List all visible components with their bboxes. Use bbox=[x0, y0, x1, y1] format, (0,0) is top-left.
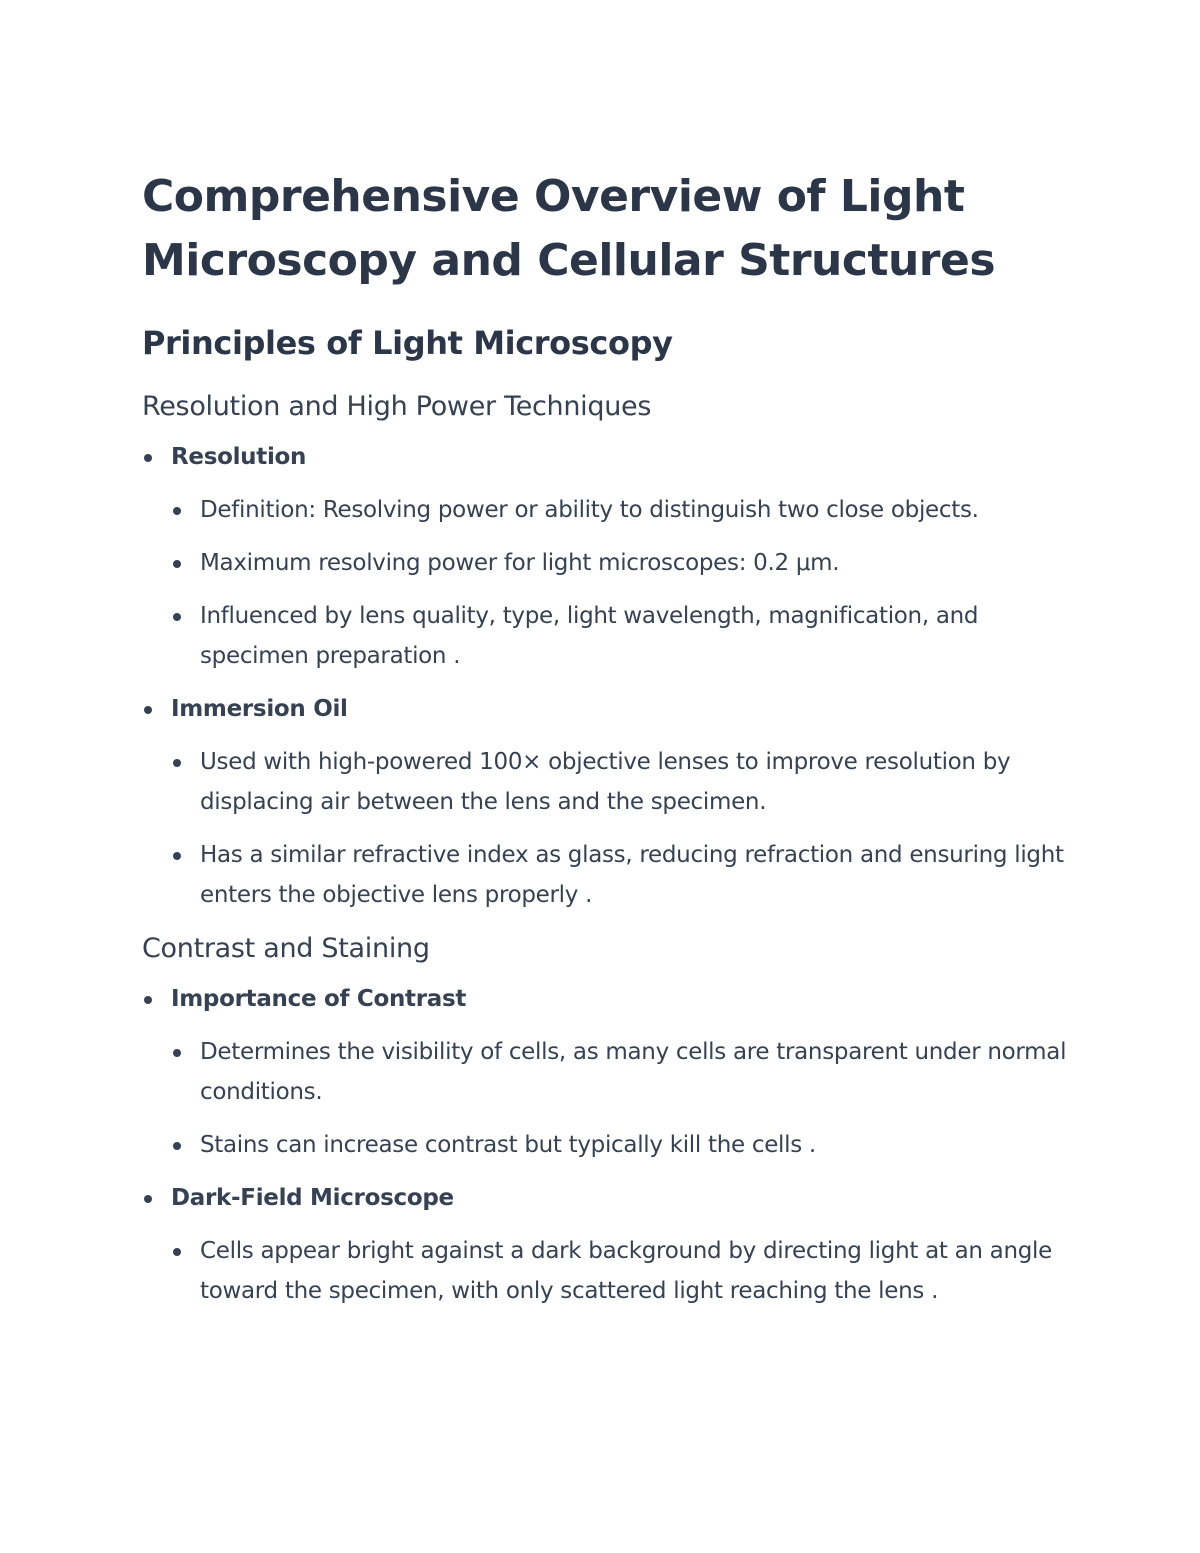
list-item bbox=[142, 1178, 1072, 1311]
list-item: Stains can increase contrast but typically kill the cells . bbox=[171, 1125, 1072, 1165]
term-immersion-oil: Immersion Oil bbox=[171, 696, 348, 722]
list-item: Has a similar refractive index as glass, reducing refraction and ensuring light enters the objective lens properly . bbox=[171, 835, 1072, 915]
term-resolution: Resolution bbox=[171, 444, 307, 470]
list-item: Definition: Resolving power or ability to distinguish two close objects. bbox=[171, 490, 1072, 530]
sub-bullet-list bbox=[171, 1231, 1072, 1311]
bullet-list bbox=[142, 437, 1072, 915]
term-dark-field-microscope: Dark-Field Microscope bbox=[171, 1185, 454, 1211]
list-item: Determines the visibility of cells, as many cells are transparent under normal conditions. bbox=[171, 1032, 1072, 1112]
list-item: Influenced by lens quality, type, light wavelength, magnification, and specimen preparation . bbox=[171, 596, 1072, 676]
subsection-heading-resolution: Resolution and High Power Techniques bbox=[142, 391, 652, 422]
term-importance-of-contrast: Importance of Contrast bbox=[171, 986, 467, 1012]
list-item: Maximum resolving power for light microscopes: 0.2 μm. bbox=[171, 543, 1072, 583]
sub-bullet-list bbox=[171, 490, 1072, 676]
sub-bullet-list bbox=[171, 1032, 1072, 1165]
list-item bbox=[142, 979, 1072, 1165]
section-heading: Principles of Light Microscopy bbox=[142, 324, 673, 362]
sub-bullet-list bbox=[171, 742, 1072, 915]
list-item bbox=[142, 689, 1072, 915]
bullet-list bbox=[142, 979, 1072, 1311]
list-item: Cells appear bright against a dark background by directing light at an angle toward the specimen, with only scattered light reaching the lens . bbox=[171, 1231, 1072, 1311]
document-title: Comprehensive Overview of Light Microscopy and Cellular Structures bbox=[142, 171, 996, 286]
list-item bbox=[142, 437, 1072, 676]
document-page bbox=[142, 165, 1072, 1311]
list-item: Used with high-powered 100× objective lenses to improve resolution by displacing air between the lens and the specimen. bbox=[171, 742, 1072, 822]
subsection-heading-contrast: Contrast and Staining bbox=[142, 933, 430, 964]
